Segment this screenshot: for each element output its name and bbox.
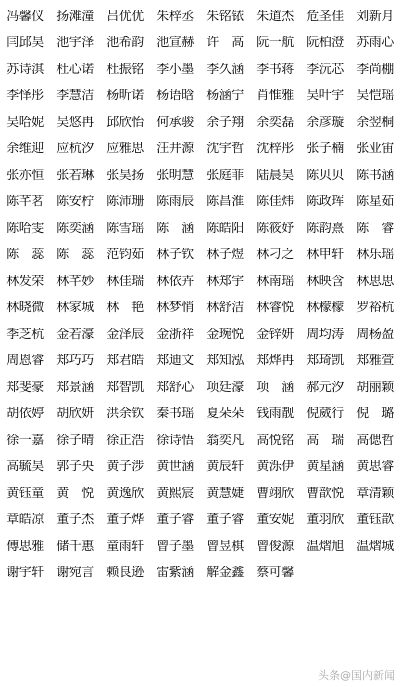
student-name: 陈韵熹	[306, 221, 344, 235]
name-row	[0, 109, 401, 136]
student-name: 董子睿	[206, 513, 244, 527]
student-name: 杨昕诺	[106, 89, 144, 103]
name-row	[0, 427, 401, 454]
student-name: 金浙祥	[156, 327, 194, 341]
student-name: 池希韵	[106, 36, 144, 50]
student-name: 倪葳行	[306, 407, 344, 421]
student-name: 罗裕杭	[356, 301, 394, 315]
student-name: 吕优优	[106, 9, 144, 23]
student-name: 余奕磊	[256, 115, 294, 129]
student-name: 胡依婷	[6, 407, 44, 421]
student-name: 董羽欣	[306, 513, 344, 527]
name-row	[0, 162, 401, 189]
student-name: 张子楠	[306, 142, 344, 156]
student-name: 张庭菲	[206, 168, 244, 182]
student-name: 林发荣	[6, 274, 44, 288]
student-name: 高悦铭	[256, 433, 294, 447]
name-row	[0, 30, 401, 57]
student-name: 陈哈雯	[6, 221, 44, 235]
student-name: 赖良逊	[106, 566, 144, 580]
student-name: 徐正浩	[106, 433, 144, 447]
student-name: 陈 蕊	[6, 248, 44, 262]
student-name: 张业宙	[356, 142, 394, 156]
student-name: 苏雨心	[356, 36, 394, 50]
student-name: 季芝杭	[6, 327, 44, 341]
student-name: 郑迪文	[156, 354, 194, 368]
student-name: 胡欣妍	[56, 407, 94, 421]
student-name: 林 艳	[106, 301, 144, 315]
student-name: 林依卉	[156, 274, 194, 288]
student-name: 高毓昊	[6, 460, 44, 474]
student-name: 董子烨	[106, 513, 144, 527]
student-name: 陈筱妤	[256, 221, 294, 235]
student-name: 邱欣怡	[106, 115, 144, 129]
student-name: 林映含	[306, 274, 344, 288]
student-name: 林子钦	[156, 248, 194, 262]
name-row	[0, 242, 401, 269]
student-name: 秦书瑶	[156, 407, 194, 421]
student-name: 郑君皓	[106, 354, 144, 368]
student-name: 项 涵	[256, 380, 294, 394]
student-name: 林晓微	[6, 301, 44, 315]
student-name: 黄世涵	[156, 460, 194, 474]
student-name: 黄泺伊	[256, 460, 294, 474]
name-row	[0, 268, 401, 295]
student-name: 陈贝贝	[306, 168, 344, 182]
student-name: 李沅芯	[306, 62, 344, 76]
student-name: 张明慧	[156, 168, 194, 182]
name-row	[0, 454, 401, 481]
student-name: 周均涛	[306, 327, 344, 341]
student-name: 周杨盈	[356, 327, 394, 341]
student-name: 解金鑫	[206, 566, 244, 580]
student-name: 夏朵朵	[206, 407, 244, 421]
student-name: 金泽辰	[106, 327, 144, 341]
student-name: 汪井源	[156, 142, 194, 156]
student-name: 应杭汐	[56, 142, 94, 156]
student-name: 肖惟雅	[256, 89, 294, 103]
student-name: 陈芊茗	[6, 195, 44, 209]
student-name: 李慧洁	[56, 89, 94, 103]
student-name: 曾子墨	[156, 539, 194, 553]
student-name: 陈雨辰	[156, 195, 194, 209]
student-name: 陈 蕊	[56, 248, 94, 262]
student-name: 曾昱棋	[206, 539, 244, 553]
student-name: 李尚棚	[356, 62, 394, 76]
name-row	[0, 215, 401, 242]
student-name: 黄 悦	[56, 486, 94, 500]
student-name: 林郑宇	[206, 274, 244, 288]
student-name: 董子杰	[56, 513, 94, 527]
student-name: 储千惠	[56, 539, 94, 553]
student-name: 黄逸欣	[106, 486, 144, 500]
student-name: 陈奕涵	[56, 221, 94, 235]
student-name: 董安妮	[256, 513, 294, 527]
student-name: 温熠旭	[306, 539, 344, 553]
student-name: 张若琳	[56, 168, 94, 182]
student-name: 翁奕凡	[206, 433, 244, 447]
student-name: 刘新月	[356, 9, 394, 23]
student-name: 范钧茹	[106, 248, 144, 262]
name-row	[0, 136, 401, 163]
student-name: 陈政珲	[306, 195, 344, 209]
student-name: 郑智凯	[106, 380, 144, 394]
student-name: 林子煜	[206, 248, 244, 262]
watermark: 头条@国内新闻	[318, 669, 395, 682]
name-row	[0, 295, 401, 322]
student-name: 林檬檬	[306, 301, 344, 315]
student-name: 杜振铭	[106, 62, 144, 76]
student-name: 董子睿	[156, 513, 194, 527]
student-name: 吴叶宇	[306, 89, 344, 103]
name-row	[0, 348, 401, 375]
student-name: 郑知泓	[206, 354, 244, 368]
student-name: 朱梓丞	[156, 9, 194, 23]
student-name: 金若濠	[56, 327, 94, 341]
student-name: 陈昌淮	[206, 195, 244, 209]
student-name: 金琬悦	[206, 327, 244, 341]
name-row	[0, 480, 401, 507]
student-name: 林南瑶	[256, 274, 294, 288]
student-name: 李怿彤	[6, 89, 44, 103]
student-name: 谢宇轩	[6, 566, 44, 580]
name-row	[0, 83, 401, 110]
student-name: 章皓凉	[6, 513, 44, 527]
student-name: 张昊扬	[106, 168, 144, 182]
student-name: 陈皓阳	[206, 221, 244, 235]
student-name: 童雨轩	[106, 539, 144, 553]
student-name: 阮一航	[256, 36, 294, 50]
student-name: 周恩睿	[6, 354, 44, 368]
student-name: 余维迎	[6, 142, 44, 156]
student-name: 林家城	[56, 301, 94, 315]
student-name: 林舒洁	[206, 301, 244, 315]
student-name: 余翌桐	[356, 115, 394, 129]
student-name: 陈沛珊	[106, 195, 144, 209]
student-name: 陈 睿	[356, 221, 394, 235]
student-name: 黄熙宸	[156, 486, 194, 500]
student-name: 高 瑞	[306, 433, 344, 447]
student-name: 林佳瑞	[106, 274, 144, 288]
student-name: 黄子涉	[106, 460, 144, 474]
student-name: 钱雨靓	[256, 407, 294, 421]
student-name: 黄星涵	[306, 460, 344, 474]
student-name: 徐诗悟	[156, 433, 194, 447]
student-name: 危圣佳	[306, 9, 344, 23]
student-name: 郑舒心	[156, 380, 194, 394]
student-name: 金锌妍	[256, 327, 294, 341]
student-name: 李书蒋	[256, 62, 294, 76]
student-name: 林睿悦	[256, 301, 294, 315]
student-name: 应雅思	[106, 142, 144, 156]
student-name: 杜心诺	[56, 62, 94, 76]
student-name: 谢宛言	[56, 566, 94, 580]
name-row	[0, 560, 401, 587]
student-name: 郑斐豪	[6, 380, 44, 394]
student-name: 郑琦凯	[306, 354, 344, 368]
student-name: 黄慧婕	[206, 486, 244, 500]
student-name: 林甲轩	[306, 248, 344, 262]
name-row	[0, 3, 401, 30]
student-name: 倪 璐	[356, 407, 394, 421]
student-name: 雷紫涵	[156, 566, 194, 580]
student-name: 郭子央	[56, 460, 94, 474]
student-name: 沈梓彤	[256, 142, 294, 156]
student-name: 林刁之	[256, 248, 294, 262]
student-name: 池宇泽	[56, 36, 94, 50]
student-name: 曾俊源	[256, 539, 294, 553]
student-name: 章清颖	[356, 486, 394, 500]
student-name: 徐一嘉	[6, 433, 44, 447]
name-row	[0, 533, 401, 560]
student-name: 温熠城	[356, 539, 394, 553]
student-name: 黄思睿	[356, 460, 394, 474]
student-name: 蔡可馨	[256, 566, 294, 580]
student-name: 陈佳炜	[256, 195, 294, 209]
name-row	[0, 56, 401, 83]
student-name: 黄辰轩	[206, 460, 244, 474]
student-name: 曹翊欣	[256, 486, 294, 500]
student-name: 李小墨	[156, 62, 194, 76]
student-name: 池宣赫	[156, 36, 194, 50]
student-name: 苏诗淇	[6, 62, 44, 76]
student-name: 许 高	[206, 36, 244, 50]
student-name: 林乐瑶	[356, 248, 394, 262]
student-name: 杨语晗	[156, 89, 194, 103]
student-name: 郑巧巧	[56, 354, 94, 368]
student-name: 董钰歆	[356, 513, 394, 527]
student-name: 吴哈妮	[6, 115, 44, 129]
student-name: 黄钰童	[6, 486, 44, 500]
student-name: 郑烨冉	[256, 354, 294, 368]
student-name: 傅思雅	[6, 539, 44, 553]
student-name: 曹歆悦	[306, 486, 344, 500]
name-row	[0, 321, 401, 348]
name-row	[0, 507, 401, 534]
student-name: 吴恺瑶	[356, 89, 394, 103]
student-name: 项廷濠	[206, 380, 244, 394]
student-name: 郝元汐	[306, 380, 344, 394]
student-name: 洪余钦	[106, 407, 144, 421]
student-name: 余子翔	[206, 115, 244, 129]
student-name: 余彦璇	[306, 115, 344, 129]
student-name: 李久涵	[206, 62, 244, 76]
student-name: 冯馨仪	[6, 9, 44, 23]
student-name: 高偲哲	[356, 433, 394, 447]
student-name: 杨涵宁	[206, 89, 244, 103]
student-name: 朱道杰	[256, 9, 294, 23]
student-name: 扬滩潼	[56, 9, 94, 23]
student-name: 林思思	[356, 274, 394, 288]
student-name: 何承骏	[156, 115, 194, 129]
student-name: 陈雪瑶	[106, 221, 144, 235]
student-name: 徐子晴	[56, 433, 94, 447]
student-name: 张亦恒	[6, 168, 44, 182]
student-name: 林芊妙	[56, 274, 94, 288]
name-row	[0, 374, 401, 401]
student-name: 陆晨昊	[256, 168, 294, 182]
student-name: 闫邱昊	[6, 36, 44, 50]
name-row	[0, 401, 401, 428]
student-name: 林梦悄	[156, 301, 194, 315]
name-row	[0, 189, 401, 216]
student-name: 陈 涵	[156, 221, 194, 235]
student-name: 郑景涵	[56, 380, 94, 394]
student-name: 陈星茹	[356, 195, 394, 209]
student-name: 阮柏澄	[306, 36, 344, 50]
student-name: 陈安柠	[56, 195, 94, 209]
student-name: 郑雅萱	[356, 354, 394, 368]
student-name: 吴悠冉	[56, 115, 94, 129]
student-name: 朱铭铱	[206, 9, 244, 23]
student-name: 沈宇哲	[206, 142, 244, 156]
student-name: 胡丽颖	[356, 380, 394, 394]
student-name: 陈书涵	[356, 168, 394, 182]
